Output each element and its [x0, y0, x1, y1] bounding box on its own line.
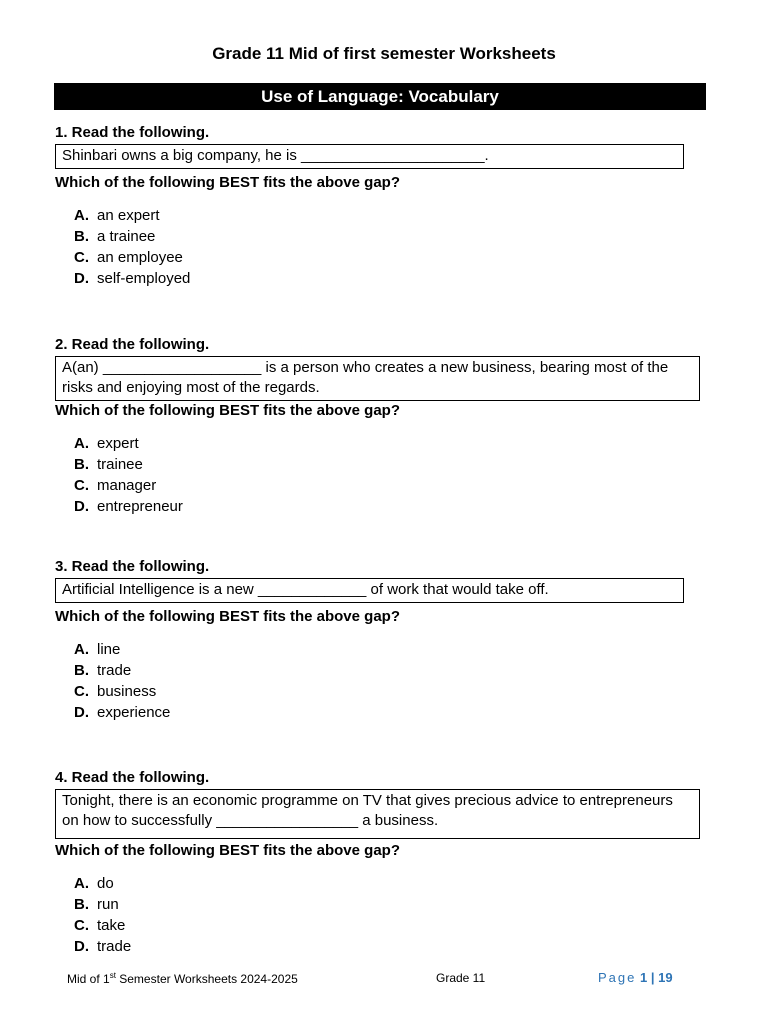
option-text: trade: [97, 662, 132, 679]
option-d[interactable]: [74, 496, 705, 517]
footer-left-post: Semester Worksheets 2024-2025: [115, 972, 298, 986]
option-d[interactable]: [74, 268, 705, 289]
question-1: [55, 124, 705, 289]
option-text: take: [97, 917, 126, 934]
option-text: line: [97, 641, 121, 658]
option-letter: A.: [74, 435, 89, 452]
option-letter: A.: [74, 875, 89, 892]
document-title: Grade 11 Mid of first semester Worksheets: [212, 44, 556, 63]
option-a[interactable]: [74, 873, 705, 894]
option-a[interactable]: [74, 205, 705, 226]
option-text: an expert: [97, 207, 160, 224]
option-text: trainee: [97, 456, 143, 473]
question-prompt: Which of the following BEST fits the above gap?: [55, 608, 400, 625]
option-letter: B.: [74, 662, 89, 679]
question-heading: 3. Read the following.: [55, 558, 210, 575]
option-text: a trainee: [97, 228, 156, 245]
question-2: [55, 336, 705, 517]
option-letter: C.: [74, 477, 89, 494]
option-c[interactable]: [74, 475, 705, 496]
option-text: business: [97, 683, 157, 700]
option-c[interactable]: [74, 247, 705, 268]
options-list: [74, 639, 705, 723]
option-letter: A.: [74, 641, 89, 658]
option-c[interactable]: [74, 915, 705, 936]
option-d[interactable]: [74, 936, 705, 957]
option-c[interactable]: [74, 681, 705, 702]
options-list: [74, 205, 705, 289]
option-text: run: [97, 896, 119, 913]
option-letter: C.: [74, 917, 89, 934]
footer-left: [67, 971, 298, 986]
options-list: [74, 873, 705, 957]
question-4: [55, 769, 705, 957]
option-d[interactable]: [74, 702, 705, 723]
page-number: 1 | 19: [640, 970, 673, 985]
option-a[interactable]: [74, 433, 705, 454]
section-banner: Use of Language: Vocabulary: [54, 83, 706, 110]
option-letter: D.: [74, 704, 89, 721]
option-letter: D.: [74, 938, 89, 955]
question-3: [55, 558, 705, 723]
option-text: manager: [97, 477, 157, 494]
option-letter: A.: [74, 207, 89, 224]
options-list: [74, 433, 705, 517]
option-b[interactable]: [74, 660, 705, 681]
footer-page: [598, 970, 673, 985]
passage-box: Artificial Intelligence is a new _____________ of work that would take off.: [55, 578, 684, 603]
passage-box: A(an) ___________________ is a person who creates a new business, bearing most of the risks and enjoying most of the regards.: [55, 356, 700, 401]
footer-left-pre: Mid of 1: [67, 972, 110, 986]
question-prompt: Which of the following BEST fits the above gap?: [55, 842, 400, 859]
option-text: self-employed: [97, 270, 191, 287]
option-text: experience: [97, 704, 171, 721]
option-letter: D.: [74, 498, 89, 515]
question-prompt: Which of the following BEST fits the above gap?: [55, 402, 400, 419]
passage-box: Shinbari owns a big company, he is ______________________.: [55, 144, 684, 169]
option-b[interactable]: [74, 894, 705, 915]
option-text: an employee: [97, 249, 183, 266]
option-b[interactable]: [74, 454, 705, 475]
question-heading: 4. Read the following.: [55, 769, 210, 786]
question-heading: 2. Read the following.: [55, 336, 210, 353]
option-letter: C.: [74, 249, 89, 266]
option-letter: D.: [74, 270, 89, 287]
page-label: Page: [598, 970, 637, 985]
option-letter: C.: [74, 683, 89, 700]
footer-left-sup: st: [109, 971, 116, 980]
option-letter: B.: [74, 228, 89, 245]
option-letter: B.: [74, 456, 89, 473]
option-text: do: [97, 875, 114, 892]
option-a[interactable]: [74, 639, 705, 660]
question-prompt: Which of the following BEST fits the above gap?: [55, 174, 400, 191]
option-text: expert: [97, 435, 139, 452]
question-heading: 1. Read the following.: [55, 124, 210, 141]
option-b[interactable]: [74, 226, 705, 247]
option-text: entrepreneur: [97, 498, 183, 515]
option-letter: B.: [74, 896, 89, 913]
passage-box: Tonight, there is an economic programme on TV that gives precious advice to entrepreneurs on how to successfully _________________ a business.: [55, 789, 700, 839]
option-text: trade: [97, 938, 132, 955]
footer-grade: Grade 11: [436, 971, 486, 985]
